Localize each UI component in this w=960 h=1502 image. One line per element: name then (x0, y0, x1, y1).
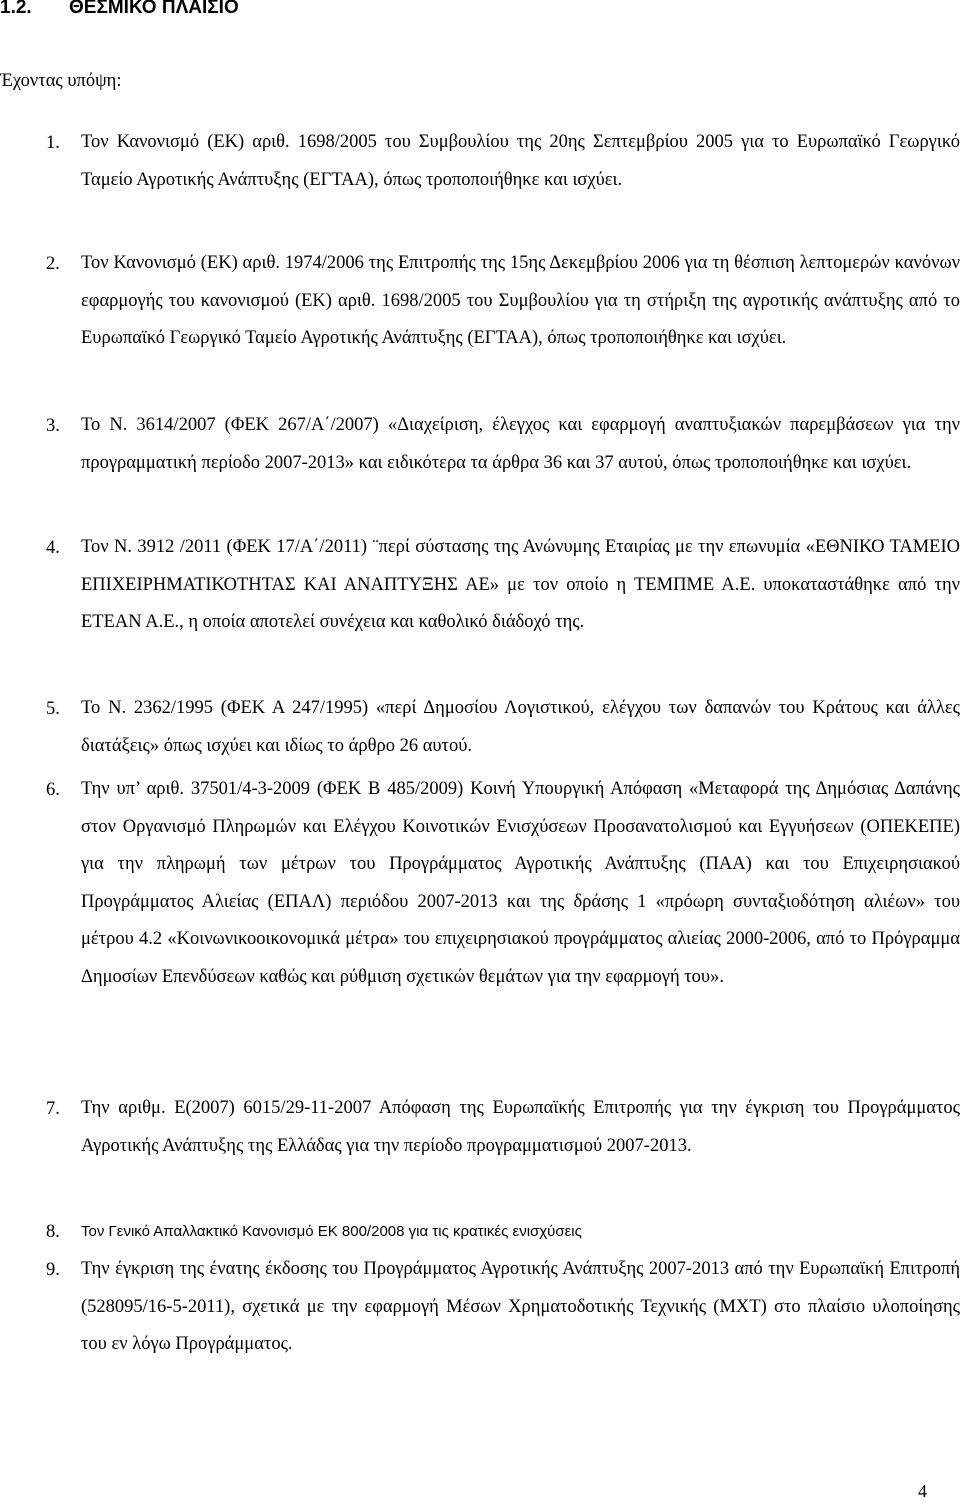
item-text: Τον Ν. 3912 /2011 (ΦΕΚ 17/Α΄/2011) ¨περί σύστασης της Ανώνυμης Εταιρίας με την επωνυμία «ΕΘΝΙΚΟ ΤΑΜΕΙΟ ΕΠΙΧΕΙΡΗΜΑΤΙΚΟΤΗΤΑΣ ΚΑΙ ΑΝΑΠΤΥΞΗΣ ΑΕ» με τον οποίο η ΤΕΜΠΜΕ Α.Ε. υποκαταστάθηκε από την ΕΤΕΑΝ Α.Ε., η οποία αποτελεί συνέχεια και καθολικό διάδοχό της. (81, 537, 960, 632)
item-text: Το Ν. 2362/1995 (ΦΕΚ Α 247/1995) «περί Δημοσίου Λογιστικού, ελέγχου των δαπανών του Κράτους και άλλες διατάξεις» όπως ισχύει και ιδίως το άρθρο 26 αυτού. (81, 698, 960, 756)
item-number: 5. (46, 699, 60, 719)
item-number: 6. (46, 780, 60, 800)
page-number: 4 (918, 1481, 927, 1501)
item-number: 2. (46, 254, 60, 274)
item-text: Τον Γενικό Απαλλακτικό Κανονισμό ΕΚ 800/2008 για τις κρατικές ενισχύσεις (81, 1223, 582, 1240)
item-text: Την υπ’ αριθ. 37501/4-3-2009 (ΦΕΚ Β 485/2009) Κοινή Υπουργική Απόφαση «Μεταφορά της Δημόσιας Δαπάνης στον Οργανισμό Πληρωμών και Ελέγχου Κοινοτικών Ενισχύσεων Προσανατολισμού και Εγγυήσεων (ΟΠΕΚΕΠΕ) για την πληρωμή των μέτρων του Προγράμματος Αγροτικής Ανάπτυξης (ΠΑΑ) και του Επιχειρησιακού Προγράμματος Αλιείας (ΕΠΑΛ) περιόδου 2007-2013 και της δράσης 1 «πρόωρη συνταξιοδότηση αλιέων» του μέτρου 4.2 «Κοινωνικοοικονομικά μέτρα» του επιχειρησιακού προγράμματος αλιείας 2000-2006, από το Πρόγραμμα Δημοσίων Επενδύσεων καθώς και ρύθμιση σχετικών θεμάτων για την εφαρμογή του». (81, 779, 960, 987)
item-number: 8. (46, 1222, 60, 1242)
item-text: Τον Κανονισμό (ΕΚ) αριθ. 1974/2006 της Επιτροπής της 15ης Δεκεμβρίου 2006 για τη θέσπιση λεπτομερών κανόνων εφαρμογής του κανονισμού (ΕΚ) αριθ. 1698/2005 του Συμβουλίου για τη στήριξη της αγροτικής ανάπτυξης από το Ευρωπαϊκό Γεωργικό Ταμείο Αγροτικής Ανάπτυξης (ΕΓΤΑΑ), όπως τροποποιήθηκε και ισχύει. (81, 253, 960, 348)
item-number: 1. (46, 133, 60, 153)
section-title: ΘΕΣΜΙΚΟ ΠΛΑΙΣΙΟ (69, 0, 239, 18)
item-number: 4. (46, 538, 60, 558)
item-number: 7. (46, 1099, 60, 1119)
section-heading (0, 0, 239, 21)
item-text: Τον Κανονισμό (ΕΚ) αριθ. 1698/2005 του Συμβουλίου της 20ης Σεπτεμβρίου 2005 για το Ευρωπαϊκό Γεωργικό Ταμείο Αγροτικής Ανάπτυξης (ΕΓΤΑΑ), όπως τροποποιήθηκε και ισχύει. (81, 132, 960, 190)
item-number: 3. (46, 416, 60, 436)
item-text: Την αριθμ. Ε(2007) 6015/29-11-2007 Απόφαση της Ευρωπαϊκής Επιτροπής για την έγκριση του Προγράμματος Αγροτικής Ανάπτυξης της Ελλάδας για την περίοδο προγραμματισμού 2007-2013. (81, 1098, 960, 1156)
item-text: Το Ν. 3614/2007 (ΦΕΚ 267/Α΄/2007) «Διαχείριση, έλεγχος και εφαρμογή αναπτυξιακών παρεμβάσεων για την προγραμματική περίοδο 2007-2013» και ειδικότερα τα άρθρα 36 και 37 αυτού, όπως τροποποιήθηκε και ισχύει. (81, 415, 960, 473)
intro-text: Έχοντας υπόψη: (0, 71, 122, 91)
item-number: 9. (46, 1260, 60, 1280)
section-number: 1.2. (0, 0, 32, 18)
item-text: Την έγκριση της ένατης έκδοσης του Προγράμματος Αγροτικής Ανάπτυξης 2007-2013 από την Ευρωπαϊκή Επιτροπή (528095/16-5-2011), σχετικά με την εφαρμογή Μέσων Χρηματοδοτικής Τεχνικής (ΜΧΤ) στο πλαίσιο υλοποίησης του εν λόγω Προγράμματος. (81, 1259, 960, 1354)
